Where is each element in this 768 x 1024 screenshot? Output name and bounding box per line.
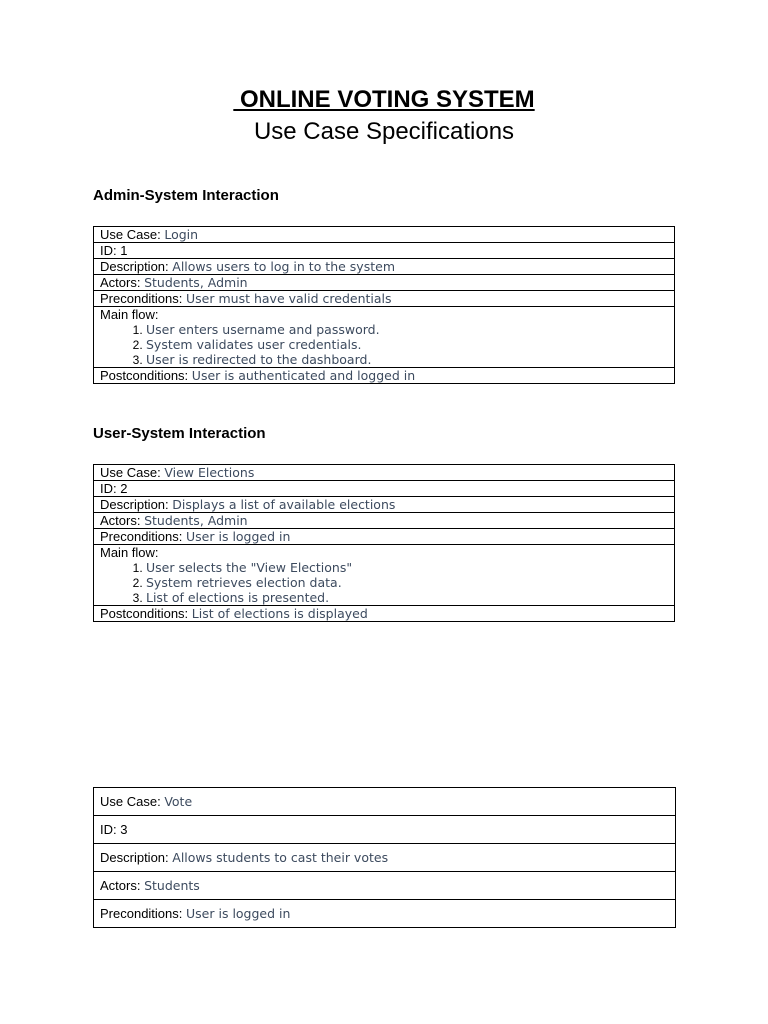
main-flow-step: 3. List of elections is presented.	[146, 590, 668, 605]
table-row-main-flow	[94, 545, 675, 606]
preconditions-label: Preconditions:	[100, 906, 183, 921]
preconditions-value: User must have valid credentials	[186, 291, 392, 306]
description-label: Description:	[100, 497, 169, 512]
section-heading-admin-system: Admin-System Interaction	[93, 187, 279, 204]
main-flow-label: Main flow:	[100, 545, 159, 560]
id-label: ID:	[100, 481, 117, 496]
main-flow-label: Main flow:	[100, 307, 159, 322]
table-row-id	[94, 481, 675, 497]
id-value: 3	[120, 822, 128, 837]
description-value: Displays a list of available elections	[172, 497, 396, 512]
preconditions-label: Preconditions:	[100, 291, 183, 306]
actors-label: Actors:	[100, 275, 141, 290]
table-row-id	[94, 243, 675, 259]
postconditions-label: Postconditions:	[100, 368, 189, 383]
table-row-actors	[94, 872, 676, 900]
description-value: Allows students to cast their votes	[172, 850, 389, 865]
table-row-preconditions	[94, 900, 676, 928]
main-flow-step: 2. System retrieves election data.	[146, 575, 668, 590]
main-flow-step: 3. User is redirected to the dashboard.	[146, 352, 668, 367]
use-case-table-vote	[93, 787, 676, 928]
table-row-description	[94, 497, 675, 513]
table-row-postconditions	[94, 606, 675, 622]
description-label: Description:	[100, 850, 169, 865]
id-value: 1	[120, 243, 128, 258]
use-case-label: Use Case:	[100, 465, 161, 480]
use-case-value: Vote	[164, 794, 193, 809]
postconditions-value: User is authenticated and logged in	[191, 368, 416, 383]
preconditions-value: User is logged in	[186, 906, 291, 921]
use-case-value: View Elections	[164, 465, 255, 480]
main-flow-step: 1. User selects the "View Elections"	[146, 560, 668, 575]
table-row-use-case	[94, 227, 675, 243]
document-subtitle: Use Case Specifications	[253, 118, 515, 145]
preconditions-value: User is logged in	[186, 529, 291, 544]
section-heading-user-system: User-System Interaction	[93, 425, 266, 442]
table-row-postconditions	[94, 368, 675, 384]
table-row-use-case	[94, 788, 676, 816]
use-case-label: Use Case:	[100, 227, 161, 242]
postconditions-value: List of elections is displayed	[191, 606, 368, 621]
postconditions-label: Postconditions:	[100, 606, 189, 621]
main-flow-step: 1. User enters username and password.	[146, 322, 668, 337]
use-case-label: Use Case:	[100, 794, 161, 809]
table-row-actors	[94, 275, 675, 291]
id-value: 2	[120, 481, 128, 496]
table-row-use-case	[94, 465, 675, 481]
actors-value: Students, Admin	[144, 513, 248, 528]
table-row-preconditions	[94, 291, 675, 307]
actors-label: Actors:	[100, 513, 141, 528]
id-label: ID:	[100, 822, 117, 837]
actors-value: Students, Admin	[144, 275, 248, 290]
document-title: ONLINE VOTING SYSTEM	[233, 86, 535, 113]
actors-value: Students	[144, 878, 200, 893]
description-label: Description:	[100, 259, 169, 274]
table-row-description	[94, 844, 676, 872]
table-row-id	[94, 816, 676, 844]
table-row-main-flow	[94, 307, 675, 368]
table-row-description	[94, 259, 675, 275]
actors-label: Actors:	[100, 878, 141, 893]
table-row-actors	[94, 513, 675, 529]
use-case-table-view-elections	[93, 464, 675, 622]
main-flow-step: 2. System validates user credentials.	[146, 337, 668, 352]
id-label: ID:	[100, 243, 117, 258]
use-case-table-login	[93, 226, 675, 384]
main-flow-list	[100, 560, 668, 605]
table-row-preconditions	[94, 529, 675, 545]
description-value: Allows users to log in to the system	[172, 259, 395, 274]
use-case-value: Login	[164, 227, 199, 242]
main-flow-list	[100, 322, 668, 367]
preconditions-label: Preconditions:	[100, 529, 183, 544]
